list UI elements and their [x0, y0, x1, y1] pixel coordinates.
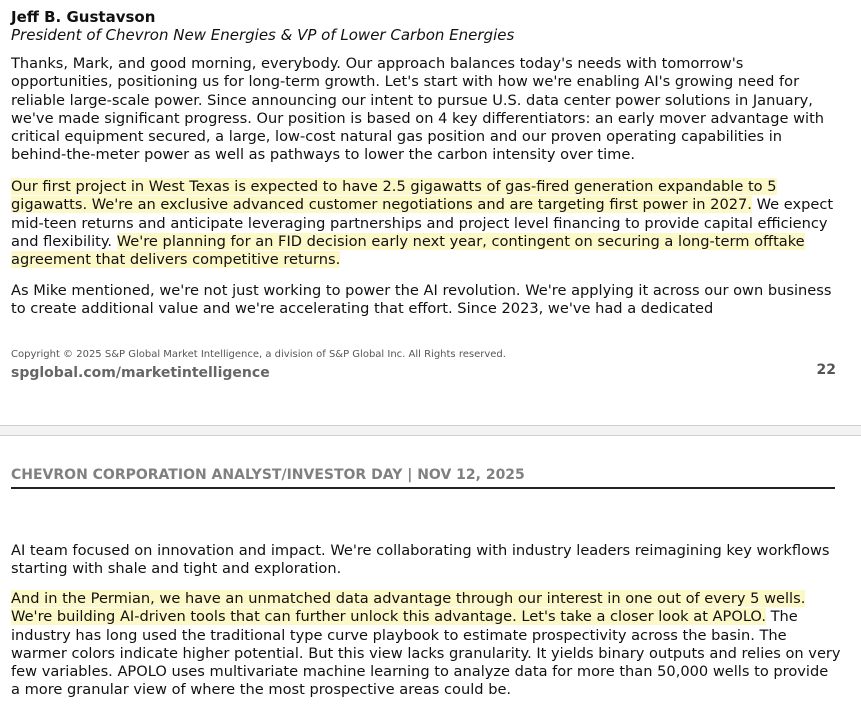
site-link[interactable]: spglobal.com/marketintelligence — [11, 365, 270, 381]
page-number: 22 — [816, 362, 836, 378]
paragraph-text: AI team focused on innovation and impact. We're collaborating with industry leaders reimagining key workflows starting with shale and tight and exploration. — [11, 542, 830, 578]
paragraph-text: We expect mid-teen returns and anticipate leveraging partnerships and project level financing to provide capital efficiency and flexibility. — [11, 196, 834, 250]
speaker-title: President of Chevron New Energies & VP of Lower Carbon Energies — [11, 26, 515, 44]
highlighted-text: And in the Permian, we have an unmatched data advantage through our interest in one out of every 5 wells. We're building AI-driven tools that can further unlock this advantage. Let's take a closer look at APOLO. — [11, 590, 806, 626]
paragraph-text: The industry has long used the traditional type curve playbook to estimate prospectivity across the basin. The warmer colors indicate higher potential. But this view lacks granularity. It yields binary outputs and relies on very few variables. APOLO uses multivariate machine learning to analyze data for more than 50,000 wells to provide a more granular view of where the most prospective areas could be. — [11, 608, 841, 699]
highlighted-text: Our first project in West Texas is expected to have 2.5 gigawatts of gas-fired generation expandable to 5 gigawatts. We're an exclusive advanced customer negotiations and are targeting first power in 2027. — [11, 178, 777, 214]
paragraph — [11, 178, 841, 269]
paragraph-text: Thanks, Mark, and good morning, everybody. Our approach balances today's needs with tomorrow's opportunities, positioning us for long-term growth. Let's start with how we're enabling AI's growing need for reliable large-scale power. Since announcing our intent to pursue U.S. data center power solutions in January, we've made significant progress. Our position is based on 4 key differentiators: an early mover advantage with critical equipment secured, a large, low-cost natural gas position and our proven operating capabilities in behind-the-meter power as well as pathways to lower the carbon intensity over time. — [11, 55, 825, 164]
speaker-name: Jeff B. Gustavson — [11, 8, 156, 26]
highlighted-text: We're planning for an FID decision early next year, contingent on securing a long-term offtake agreement that delivers competitive returns. — [11, 232, 805, 269]
page-separator — [0, 425, 861, 436]
paragraph — [11, 590, 841, 700]
copyright-notice: Copyright © 2025 S&P Global Market Intelligence, a division of S&P Global Inc. All Rights reserved. — [11, 349, 506, 360]
paragraph-text: As Mike mentioned, we're not just working to power the AI revolution. We're applying it across our own business to create additional value and we're accelerating that effort. Since 2023, we've had a dedicated — [11, 282, 832, 318]
paragraph — [11, 542, 841, 579]
paragraph — [11, 282, 841, 319]
paragraph — [11, 55, 841, 165]
document-header: CHEVRON CORPORATION ANALYST/INVESTOR DAY | NOV 12, 2025 — [11, 467, 835, 489]
